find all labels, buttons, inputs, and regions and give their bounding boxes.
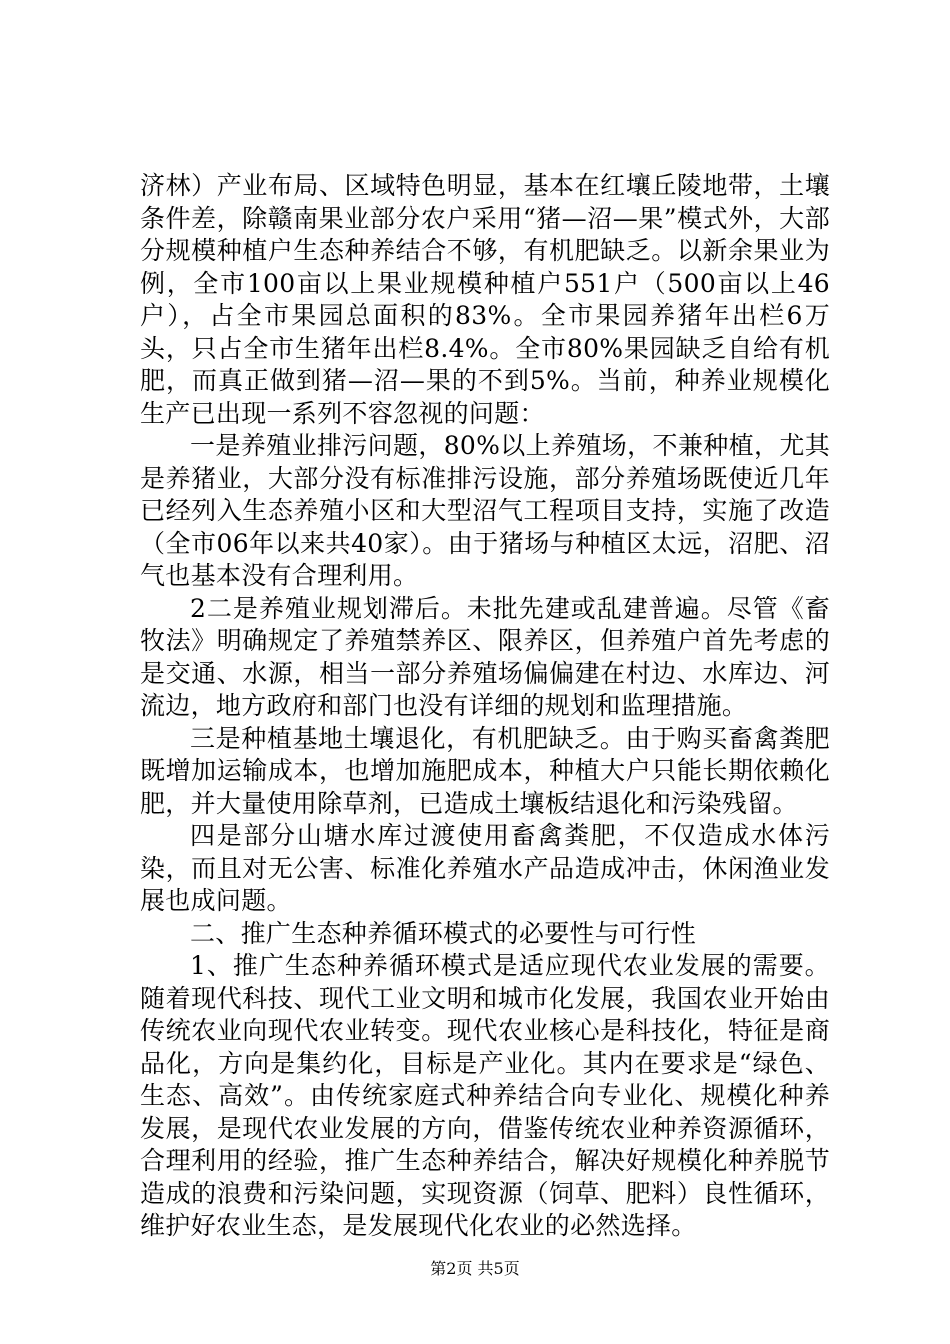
paragraph-issue-2: 2二是养殖业规划滞后。未批先建或乱建普遍。尽管《畜牧法》明确规定了养殖禁养区、限养区，但养殖户首先考虑的是交通、水源，相当一部分养殖场偏偏建在村边、水库边、河流边，地方政府和部门也没有详细的规划和监理措施。 <box>140 593 830 720</box>
paragraph-issue-1: 一是养殖业排污问题，80%以上养殖场，不兼种植，尤其是养猪业，大部分没有标准排污设施，部分养殖场既使近几年已经列入生态养殖小区和大型沼气工程项目支持，实施了改造（全市06年以来共40家）。由于猪场与种植区太远，沼肥、沼气也基本没有合理利用。 <box>140 431 830 590</box>
page-footer: 第2页 共5页 <box>430 1259 520 1278</box>
document-body <box>140 170 830 1243</box>
paragraph-issue-4: 四是部分山塘水库过渡使用畜禽粪肥，不仅造成水体污染，而且对无公害、标准化养殖水产品造成冲击，休闲渔业发展也成问题。 <box>140 821 830 915</box>
paragraph-issue-3: 三是种植基地土壤退化，有机肥缺乏。由于购买畜禽粪肥既增加运输成本，也增加施肥成本，种植大户只能长期依赖化肥，并大量使用除草剂，已造成土壤板结退化和污染残留。 <box>140 723 830 818</box>
paragraph-continuation: 济林）产业布局、区域特色明显，基本在红壤丘陵地带，土壤条件差，除赣南果业部分农户采用“猪—沼—果”模式外，大部分规模种植户生态种养结合不够，有机肥缺乏。以新余果业为例，全市100亩以上果业规模种植户551户（500亩以上46户），占全市果园总面积的83%。全市果园养猪年出栏6万头，只占全市生猪年出栏8.4%。全市80%果园缺乏自给有机肥，而真正做到猪—沼—果的不到5%。当前，种养业规模化生产已出现一系列不容忽视的问题： <box>140 171 830 428</box>
paragraph-necessity-1: 1、推广生态种养循环模式是适应现代农业发展的需要。随着现代科技、现代工业文明和城市化发展，我国农业开始由传统农业向现代农业转变。现代农业核心是科技化，特征是商品化，方向是集约化，目标是产业化。其内在要求是“绿色、生态、高效”。由传统家庭式种养结合向专业化、规模化种养发展，是现代农业发展的方向，借鉴传统农业种养资源循环，合理利用的经验，推广生态种养结合，解决好规模化种养脱节造成的浪费和污染问题，实现资源（饲草、肥料）良性循环，维护好农业生态，是发展现代化农业的必然选择。 <box>140 951 830 1240</box>
section-heading: 二、推广生态种养循环模式的必要性与可行性 <box>190 918 697 948</box>
